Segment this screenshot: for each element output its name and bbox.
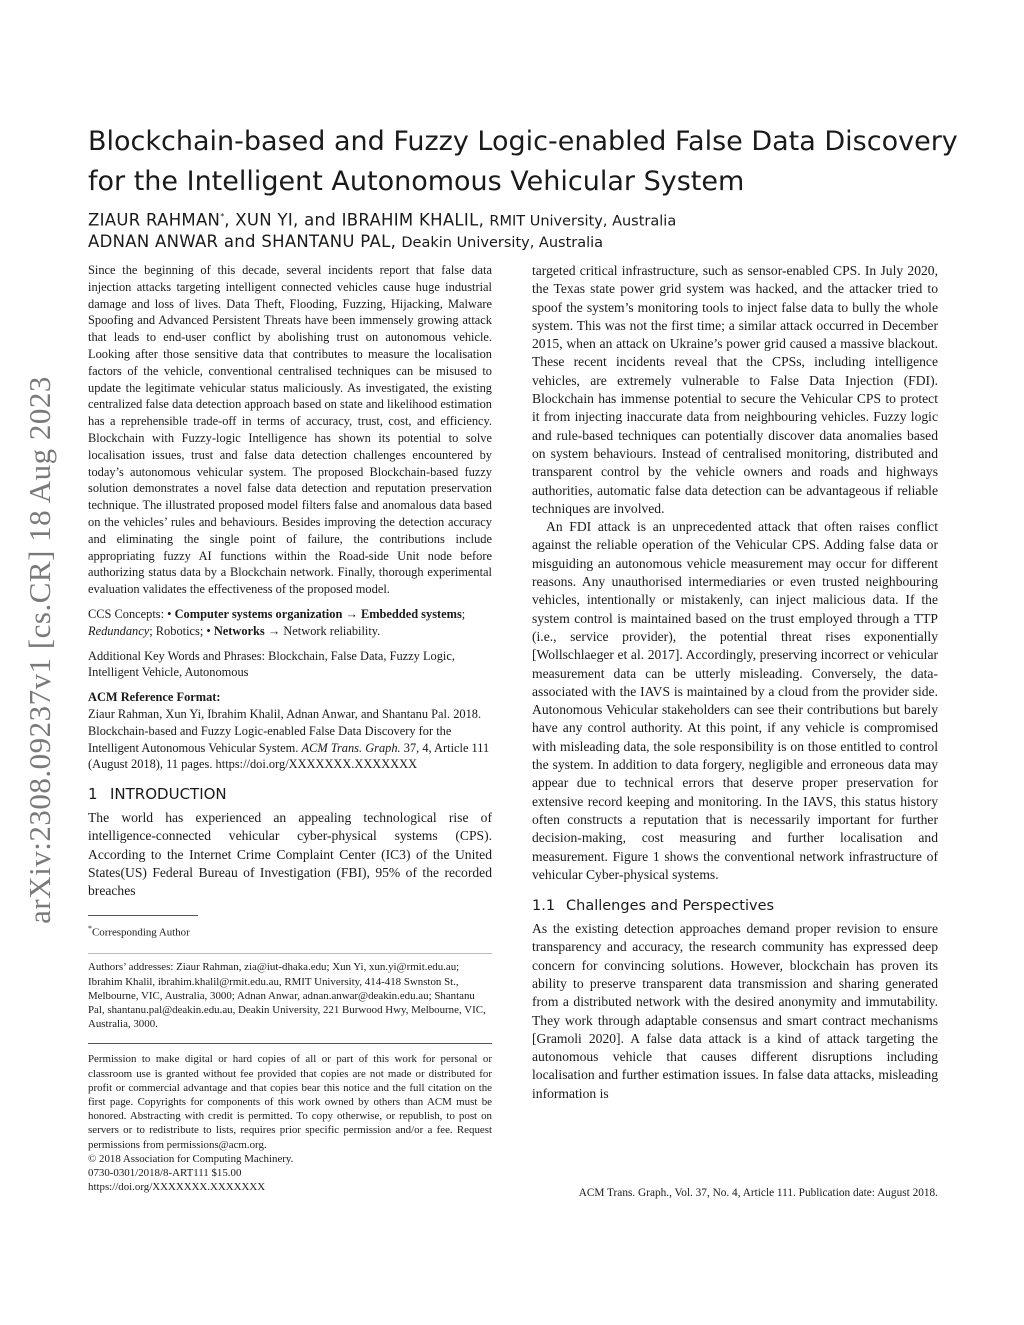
subsection-heading-challenges xyxy=(532,898,938,914)
arxiv-identifier-stamp: arXiv:2308.09237v1 [cs.CR] 18 Aug 2023 xyxy=(22,376,57,924)
acm-reference-text xyxy=(88,706,492,773)
author-name-rahman: ZIAUR RAHMAN xyxy=(88,210,221,230)
acm-reference-label: ACM Reference Format: xyxy=(88,690,221,705)
footnote-text: Corresponding Author xyxy=(92,926,190,939)
footnote-rule xyxy=(88,915,198,916)
ccs-label: CCS Concepts: • xyxy=(88,606,175,621)
address-divider xyxy=(88,953,492,954)
intro-paragraph-1-start: The world has experienced an appealing technological rise of intelligence-connected vehicular cyber-physical systems (CPS). According to the Internet Crime Complaint Center (IC3) of the United States(US) Federal Bureau of Investigation (FBI), 95% of the recorded breaches xyxy=(88,810,492,899)
acm-reference-citation: Ziaur Rahman, Xun Yi, Ibrahim Khalil, Adnan Anwar, and Shantanu Pal. 2018. Blockchain-based and Fuzzy Logic-enabled False Data Discovery for the Intelligent Autonomous Vehicular System. xyxy=(88,706,482,755)
issn-notice: 0730-0301/2018/8-ART111 $15.00 xyxy=(88,1167,242,1180)
intro-paragraph-1-continued: targeted critical infrastructure, such as sensor-enabled CPS. In July 2020, the Texas state power grid system was hacked, and the attacker tried to spoof the system’s monitoring tools to inject false data to bully the whole system. This was not the first time; a similar attack occurred in December 2015, when an attack on Ukraine’s power grid caused a massive blackout. These recent incidents reveal that the CPSs, including intelligence vehicles, are extremely vulnerable to False Data Injection (FDI). Blockchain has immense potential to secure the Vehicular CPS to protect it from injecting inaccurate data from neighbouring vehicles. Fuzzy logic and rule-based techniques can potentially discover data anomalies based on system behaviours. Instead of centralised monitoring, distributed and transparent control by the vehicle owners and roads and highways authorities, automatic false data detection can be advantageous if reliable techniques are involved. xyxy=(532,263,938,516)
author-line-rmit xyxy=(88,206,968,233)
affiliation-deakin: Deakin University, Australia xyxy=(401,235,604,251)
ccs-separator: ; Robotics; • xyxy=(149,623,214,638)
ccs-concepts xyxy=(88,606,492,640)
ccs-arrow: → xyxy=(264,623,284,638)
corresponding-author-footnote xyxy=(88,922,492,940)
ccs-arrow: → xyxy=(342,606,361,621)
left-column xyxy=(88,262,492,1194)
subsection-number: 1.1 xyxy=(532,898,556,915)
permission-notice: Permission to make digital or hard copies of all or part of this work for personal or classroom use is granted without fee provided that copies are not made or distributed for profit or commercial advantage and that copies bear this notice and the full citation on the first page. Copyrights for components of this work owned by others than ACM must be honored. Abstracting with credit is permitted. To copy otherwise, or republish, to post on servers or to redistribute to lists, requires prior specific permission and/or a fee. Request permissions from permissions@acm.org. xyxy=(88,1053,492,1151)
author-names-rmit: , XUN YI, and IBRAHIM KHALIL, xyxy=(224,210,485,230)
corresponding-mark: * xyxy=(220,212,225,221)
intro-paragraph-2: An FDI attack is an unprecedented attack that often raises conflict against the reliable operation of the Vehicular CPS. Adding false data or misguiding an autonomous vehicle measurement may occur for different reasons. Any unauthorised intermediaries or even trusted neighbouring vehicles, intentionally or mistakenly, can inject malicious data. If the system control is maintained based on the trust employed through a TTP (i.e., service provider), the potential threat rises exponentially [Wollschlaeger et al. 2017]. Accordingly, preserving incorrect or vehicular measurement data can be utterly misleading. Conversely, the data-associated with the IAVS is maintained by a cloud from the provider side. Autonomous Vehicular stakeholders can see their contributions but barely have any control authority. At this point, if any vehicle is compromised with misleading data, the sole responsibility is on those entitled to control the system. In addition to data forgery, negligible and erroneous data may appear due to technical errors that deserve proper preservation for extensive record keeping and monitoring. In the IAVS, this status history often constructs a reputation that is necessarily important for further decision-making, cost measuring and further localisation and measurement. Figure 1 shows the conventional network infrastructure of vehicular Cyber-physical systems. xyxy=(532,519,938,882)
copyright-notice: © 2018 Association for Computing Machinery. xyxy=(88,1152,294,1165)
page-footer: ACM Trans. Graph., Vol. 37, No. 4, Article 111. Publication date: August 2018. xyxy=(578,1187,938,1199)
ccs-concept-redundancy: Redundancy xyxy=(88,623,150,638)
footnote-mark: * xyxy=(88,923,92,933)
doi-link[interactable]: https://doi.org/XXXXXXX.XXXXXXX xyxy=(88,1181,266,1194)
permission-divider xyxy=(88,1043,492,1044)
section-heading-introduction xyxy=(88,785,492,803)
acm-reference-journal: ACM Trans. Graph. xyxy=(301,740,401,755)
authors-addresses: Authors’ addresses: Ziaur Rahman, zia@iut-dhaka.edu; Xun Yi, xun.yi@rmit.edu.au; Ibrahim Khalil, ibrahim.khalil@rmit.edu.au, RMIT University, 414-418 Swnston St., Melbourne, VIC, Australia, 3000; Adnan Anwar, adnan.anwar@deakin.edu.au; Shantanu Pal, shantanu.pal@deakin.edu.au, Deakin University, 221 Burwood Hwy, Melbourne, VIC, Australia, 3000. xyxy=(88,961,486,1031)
ccs-separator: ; xyxy=(461,606,466,621)
ccs-concept-computer-systems: Computer systems organization xyxy=(174,606,343,621)
keywords: Additional Key Words and Phrases: Blockchain, False Data, Fuzzy Logic, Intelligent Vehicle, Autonomous xyxy=(88,648,455,680)
author-line-deakin xyxy=(88,231,968,254)
abstract: Since the beginning of this decade, several incidents report that false data injection attacks targeting intelligent connected vehicles cause huge industrial damage and loss of lives. Data Theft, Flooding, Fuzzing, Hijacking, Malware Spoofing and Advanced Persistent Threats have been immensely growing attack that leads to end-user conflict by abolishing trust on autonomous vehicle. Looking after those sensitive data that contributes to measure the localisation factors of the vehicle, conventional centralised techniques can be misused to update the legitimate vehicular status maliciously. As investigated, the existing centralized false data detection approach based on state and likelihood estimation has a reprehensible trade-off in terms of accuracy, trust, cost, and efficiency. Blockchain with Fuzzy-logic Intelligence has shown its potential to solve localisation issues, trust and false data detection challenges encountered by today’s autonomous vehicular system. The proposed Blockchain-based fuzzy solution demonstrates a novel false data detection and reputation preservation technique. The illustrated proposed model filters false and anomalous data based on the vehicles’ rules and behaviours. Besides improving the detection accuracy and eliminating the single point of failure, the contributions include appropriating fuzzy AI functions within the Road-side Unit node before authorizing status data by a Blockchain network. Finally, thorough experimental evaluation validates the effectiveness of the proposed model. xyxy=(88,263,492,597)
author-names-deakin: ADNAN ANWAR and SHANTANU PAL, xyxy=(88,232,397,251)
affiliation-rmit: RMIT University, Australia xyxy=(489,213,677,230)
right-column xyxy=(532,262,938,1103)
challenges-paragraph: As the existing detection approaches demand proper revision to ensure transparency and accuracy, the research community has expressed deep concern for convincing solutions. However, blockchain has proven its ability to preserve transparent data transmission and sharing generated from a distributed network with the desired anonymity and immutability. They work through adaptable consensus and smart contract mechanisms [Gramoli 2020]. A false data attack is a kind of attack targeting the autonomous vehicle that causes different disruptions including localisation and further estimation issues. In false data attacks, misleading information is xyxy=(532,921,938,1101)
section-title: INTRODUCTION xyxy=(110,785,227,804)
subsection-title: Challenges and Perspectives xyxy=(566,898,775,915)
acm-reference-details: 37, 4, Article 111 (August 2018), 11 pages. https://doi.org/XXXXXXX.XXXXXXX xyxy=(88,740,490,772)
ccs-concept-reliability: Network reliability. xyxy=(283,623,381,638)
ccs-concept-embedded: Embedded systems xyxy=(360,606,462,621)
ccs-concept-networks: Networks xyxy=(213,623,265,638)
acm-reference-heading xyxy=(88,689,492,706)
section-number: 1 xyxy=(88,785,98,804)
paper-title: Blockchain-based and Fuzzy Logic-enabled False Data Discovery for the Intelligent Autonomous Vehicular System xyxy=(88,126,958,197)
